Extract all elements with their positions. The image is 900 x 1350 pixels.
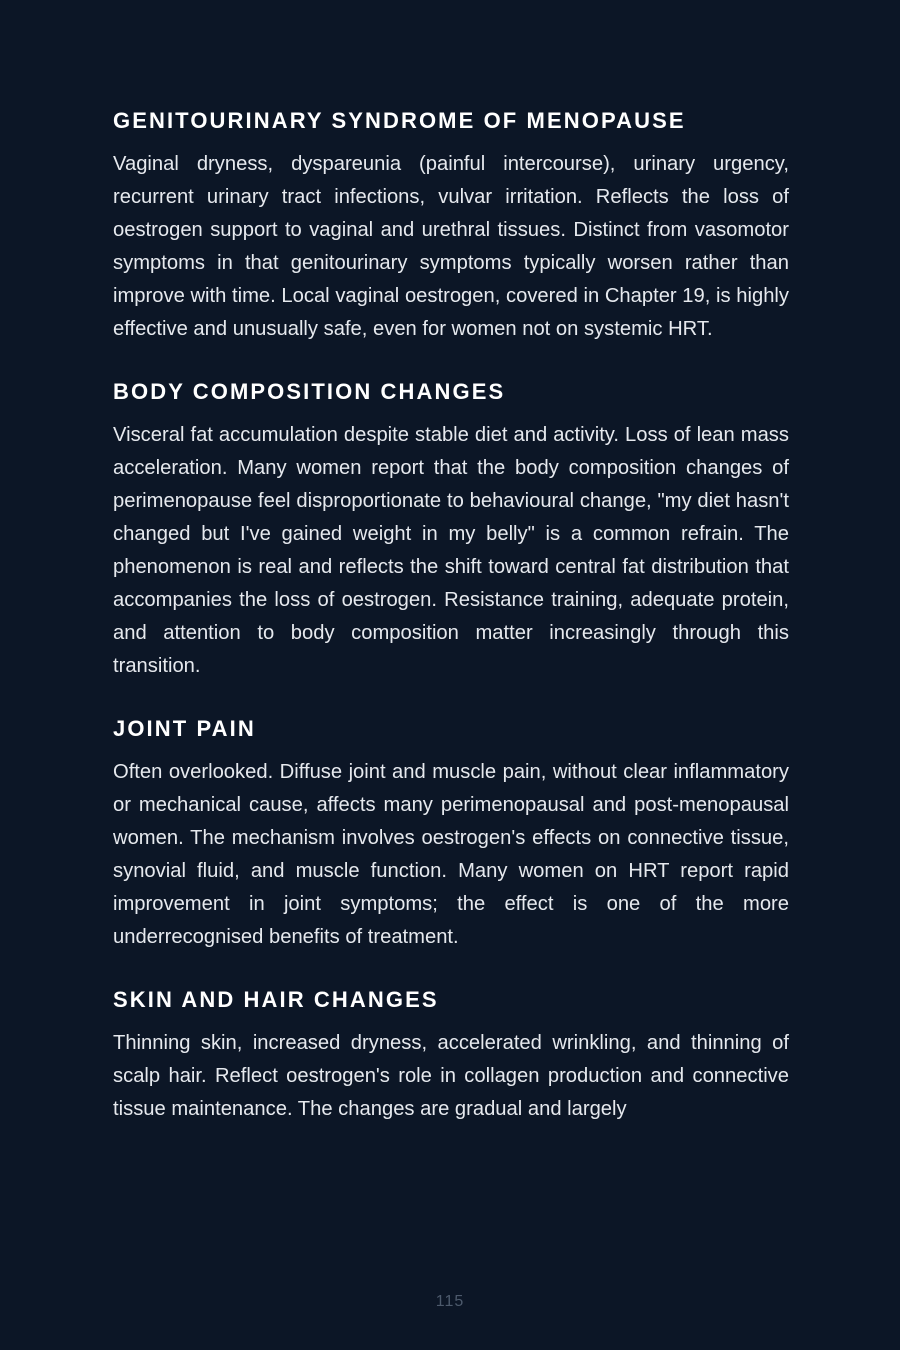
page-number: 115: [435, 1293, 465, 1310]
section-heading: SKIN AND HAIR CHANGES: [113, 987, 439, 1012]
section-skin-hair: [113, 985, 789, 1126]
section-body: Visceral fat accumulation despite stable diet and activity. Loss of lean mass acceleration. Many women report that the body composition changes of perimenopause feel disproportionate to behavioural change, "my diet hasn't changed but I've gained weight in my belly" is a common refrain. The phenomenon is real and reflects the shift toward central fat distribution that accompanies the loss of oestrogen. Resistance training, adequate protein, and attention to body composition matter increasingly through this transition.: [113, 424, 789, 677]
section-heading: BODY COMPOSITION CHANGES: [113, 379, 506, 404]
section-body: Vaginal dryness, dyspareunia (painful intercourse), urinary urgency, recurrent urinary tract infections, vulvar irritation. Reflects the loss of oestrogen support to vaginal and urethral tissues. Distinct from vasomotor symptoms in that genitourinary symptoms typically worsen rather than improve with time. Local vaginal oestrogen, covered in Chapter 19, is highly effective and unusually safe, even for women not on systemic HRT.: [113, 153, 789, 340]
page-content: [113, 106, 789, 1126]
section-heading: JOINT PAIN: [113, 716, 256, 741]
section-genitourinary-syndrome: [113, 106, 789, 346]
section-body: Thinning skin, increased dryness, accelerated wrinkling, and thinning of scalp hair. Reflect oestrogen's role in collagen production and connective tissue maintenance. The changes are gradual and largely: [113, 1032, 789, 1120]
section-heading: GENITOURINARY SYNDROME OF MENOPAUSE: [113, 108, 686, 133]
section-body: Often overlooked. Diffuse joint and muscle pain, without clear inflammatory or mechanical cause, affects many perimenopausal and post-menopausal women. The mechanism involves oestrogen's effects on connective tissue, synovial fluid, and muscle function. Many women on HRT report rapid improvement in joint symptoms; the effect is one of the more underrecognised benefits of treatment.: [113, 761, 789, 948]
section-joint-pain: [113, 714, 789, 954]
section-body-composition: [113, 377, 789, 683]
